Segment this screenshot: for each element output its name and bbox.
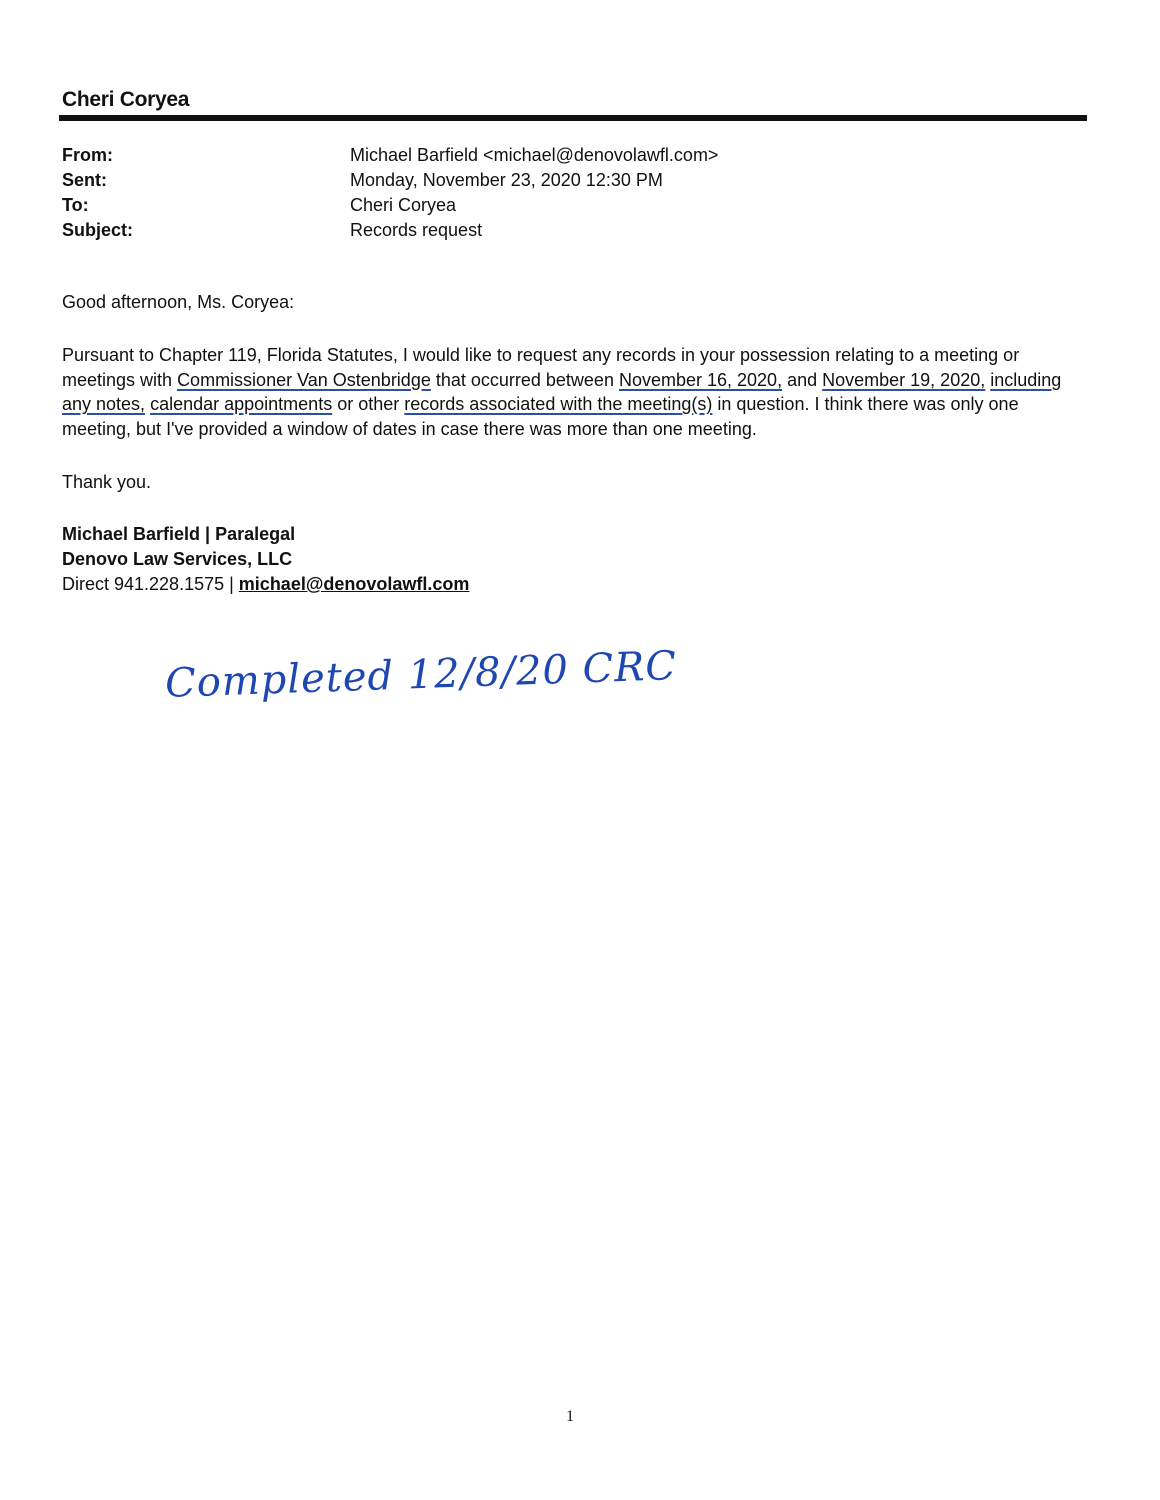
page-title: Cheri Coryea [62,88,190,111]
header-value: Cheri Coryea [350,195,457,215]
underlined-text: records associated with the meeting(s) [404,394,713,414]
handwritten-note: Completed 12/8/20 CRC [164,643,678,707]
body-text: and [782,369,823,390]
direct-phone: Direct 941.228.1575 | [62,574,239,594]
header-row-subject [62,218,718,243]
greeting: Good afternoon, Ms. Coryea: [62,292,295,312]
underlined-text: including any notes, [62,369,1062,414]
underlined-text: November 16, 2020, [618,369,783,390]
header-label: Subject: [62,220,134,240]
body-text: that occurred between [430,369,619,390]
email-link[interactable]: michael@denovolawfl.com [238,574,470,594]
page-number: 1 [566,1408,574,1425]
underlined-text: November 19, 2020, [822,369,986,390]
email-header [62,143,718,243]
header-label: Sent: [62,170,107,190]
signature-block [62,522,469,597]
header-value: Michael Barfield <michael@denovolawfl.com> [350,145,719,165]
body-text: Pursuant to Chapter 119, Florida Statutes, I would like to request any records in your possession relating to a meeting or meetings with [62,345,1020,390]
header-value: Monday, November 23, 2020 12:30 PM [350,170,663,190]
signature-name: Michael Barfield | Paralegal [62,524,296,544]
header-row-from [62,143,718,168]
header-value: Records request [350,220,483,240]
header-label: To: [62,195,89,215]
body-paragraph [62,343,1092,441]
header-row-sent [62,168,718,193]
underlined-text: Commissioner Van Ostenbridge [177,369,431,390]
signature-company: Denovo Law Services, LLC [62,549,293,569]
closing: Thank you. [62,472,152,492]
header-label: From: [62,145,113,165]
signature-contact [62,572,469,597]
body-text: in question. I think there was only one meeting, but I've provided a window of dates in case there was more than one meeting. [62,394,1019,439]
body-text: or other [332,394,405,414]
title-divider [59,115,1087,121]
underlined-text: calendar appointments [150,394,333,414]
header-row-to [62,193,718,218]
